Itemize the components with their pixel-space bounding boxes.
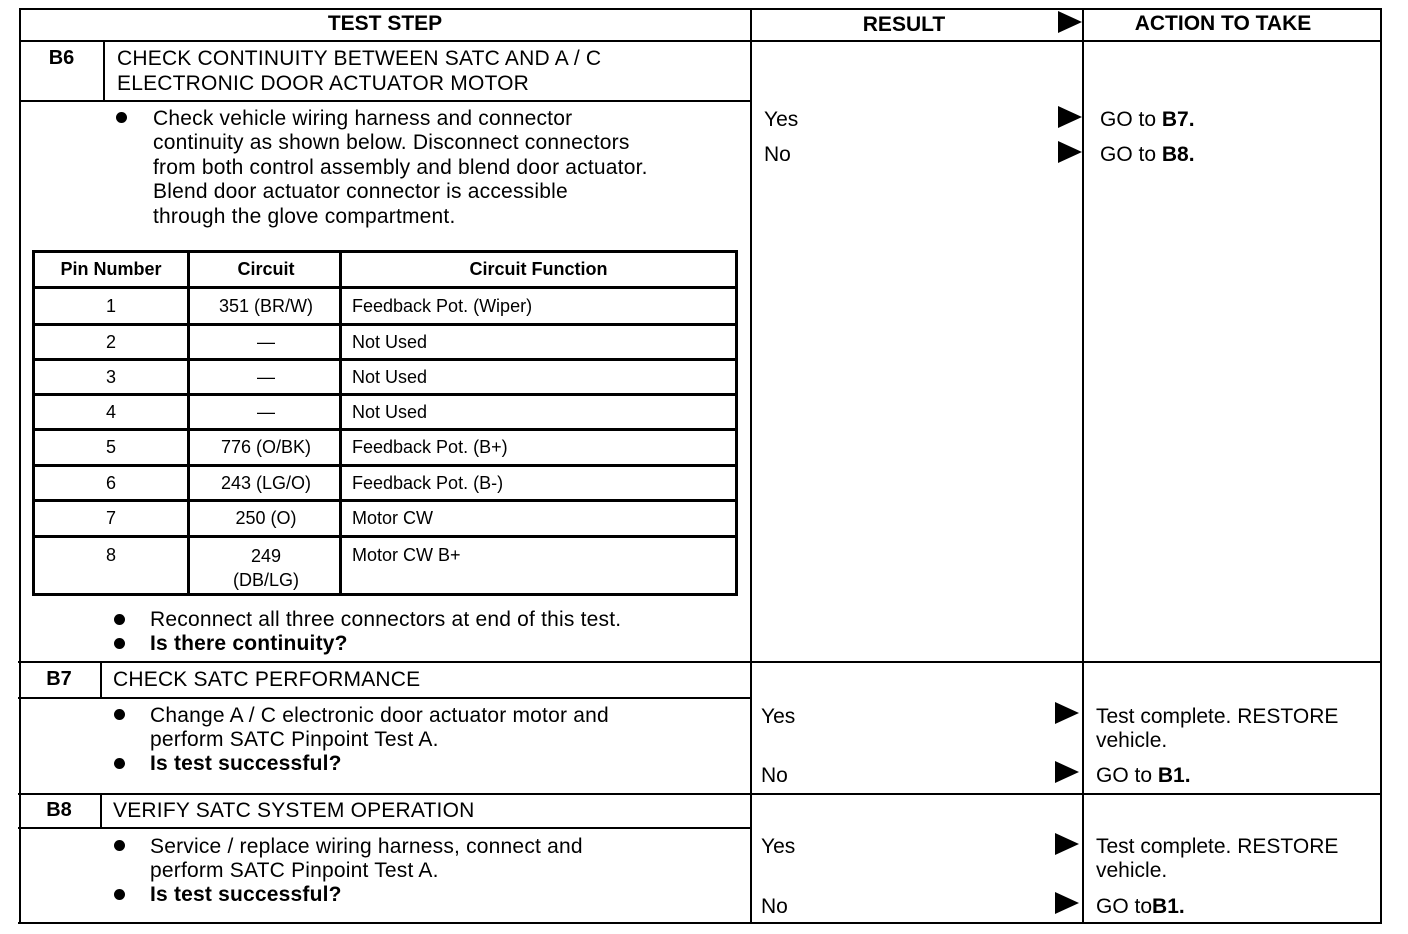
function-cell: Not Used xyxy=(339,326,735,358)
circuit-cell: 776 (O/BK) xyxy=(187,431,342,464)
b6-b7-divider xyxy=(18,661,1382,663)
function-cell: Motor CW B+ xyxy=(339,538,735,593)
table-row xyxy=(35,467,735,502)
b7-result-no: No xyxy=(761,764,788,787)
circuit-cell: 243 (LG/O) xyxy=(187,467,342,499)
pin-cell: 3 xyxy=(105,367,116,387)
header-action: ACTION TO TAKE xyxy=(1134,12,1312,35)
function-cell: Feedback Pot. (B-) xyxy=(339,467,735,499)
b8-instruction-line2: perform SATC Pinpoint Test A. xyxy=(150,859,439,882)
b6-bullet-icon xyxy=(116,112,127,123)
pin-cell: 8 xyxy=(105,545,116,565)
pin-cell: 2 xyxy=(105,332,116,352)
circuit-cell: 250 (O) xyxy=(187,502,342,535)
b7-yes-arrow-icon xyxy=(1055,702,1079,724)
b8-bullet-icon xyxy=(114,840,125,851)
function-cell: Not Used xyxy=(339,396,735,428)
b6-result-yes: Yes xyxy=(764,108,799,131)
pin-number-header: Pin Number xyxy=(60,259,162,279)
frame-left xyxy=(19,8,21,924)
b7-instruction-line2: perform SATC Pinpoint Test A. xyxy=(150,728,439,751)
pin-cell: 5 xyxy=(105,437,116,457)
b6-action-yes xyxy=(1100,108,1195,133)
table-row xyxy=(35,361,735,396)
function-cell: Feedback Pot. (Wiper) xyxy=(339,289,735,323)
b6-yes-arrow-icon xyxy=(1058,106,1082,128)
b6-reconnect-text: Reconnect all three connectors at end of this test. xyxy=(150,608,622,631)
b7-action-no-target: B1. xyxy=(1157,764,1191,787)
b6-action-no-target: B8. xyxy=(1161,143,1195,166)
b7-title-divider xyxy=(18,697,751,699)
b6-action-yes-target: B7. xyxy=(1161,108,1195,131)
b6-instruction-line1: Check vehicle wiring harness and connector xyxy=(153,107,573,130)
b6-title-line1: CHECK CONTINUITY BETWEEN SATC AND A / C xyxy=(117,47,602,70)
b7-question: Is test successful? xyxy=(150,752,342,775)
table-row xyxy=(35,502,735,538)
b7-action-yes-line2: vehicle. xyxy=(1096,729,1168,752)
pin-table-header-row xyxy=(35,253,735,289)
b8-bullet-icon xyxy=(114,889,125,900)
b7-id-divider xyxy=(100,661,102,698)
b8-action-yes-line2: vehicle. xyxy=(1096,859,1168,882)
b6-bullet-icon xyxy=(114,614,125,625)
function-cell: Motor CW xyxy=(339,502,735,535)
b6-instruction-line2: continuity as shown below. Disconnect connectors xyxy=(153,131,630,154)
b8-action-no-target: B1. xyxy=(1152,895,1185,918)
b8-title-divider xyxy=(18,827,751,829)
frame-bottom xyxy=(18,922,1382,924)
b6-step-id: B6 xyxy=(48,47,75,69)
b7-b8-divider xyxy=(18,793,1382,795)
frame-right xyxy=(1380,8,1382,924)
b8-id-divider xyxy=(100,793,102,828)
b7-action-yes-line1: Test complete. RESTORE xyxy=(1096,705,1339,728)
header-test-step: TEST STEP xyxy=(327,12,443,35)
header-arrow-icon xyxy=(1058,11,1082,33)
b8-yes-arrow-icon xyxy=(1055,833,1079,855)
b7-action-no-prefix: GO to xyxy=(1096,764,1158,787)
circuit-cell xyxy=(187,538,342,593)
b6-question: Is there continuity? xyxy=(150,632,348,655)
b7-action-no xyxy=(1096,764,1191,789)
b8-result-yes: Yes xyxy=(761,835,796,858)
table-row xyxy=(35,326,735,361)
pin-cell: 6 xyxy=(105,473,116,493)
pin-cell: 4 xyxy=(105,402,116,422)
b6-instruction-line4: Blend door actuator connector is accessible xyxy=(153,180,568,203)
circuit-cell: — xyxy=(187,326,342,358)
b6-id-divider xyxy=(103,40,105,101)
b8-instruction-line1: Service / replace wiring harness, connect and xyxy=(150,835,583,858)
header-divider xyxy=(20,40,1382,42)
table-row xyxy=(35,289,735,326)
frame-top xyxy=(20,8,1382,10)
circuit-cell-line2: (DB/LG) xyxy=(232,570,299,590)
pin-cell: 7 xyxy=(105,508,116,528)
b7-bullet-icon xyxy=(114,709,125,720)
b8-action-yes-line1: Test complete. RESTORE xyxy=(1096,835,1339,858)
b8-result-no: No xyxy=(761,895,788,918)
b8-step-id: B8 xyxy=(46,799,72,821)
b6-instruction-line3: from both control assembly and blend door actuator. xyxy=(153,156,648,179)
b6-action-no xyxy=(1100,143,1195,168)
table-row xyxy=(35,538,735,593)
table-row xyxy=(35,431,735,467)
circuit-cell: 351 (BR/W) xyxy=(187,289,342,323)
b8-title: VERIFY SATC SYSTEM OPERATION xyxy=(113,799,475,822)
function-cell: Not Used xyxy=(339,361,735,393)
b7-no-arrow-icon xyxy=(1055,761,1079,783)
circuit-cell: — xyxy=(187,361,342,393)
header-result: RESULT xyxy=(862,13,946,36)
function-cell: Feedback Pot. (B+) xyxy=(339,431,735,464)
b7-title: CHECK SATC PERFORMANCE xyxy=(113,668,421,691)
circuit-header: Circuit xyxy=(187,253,342,286)
circuit-function-header: Circuit Function xyxy=(339,253,735,286)
b8-no-arrow-icon xyxy=(1055,892,1079,914)
table-row xyxy=(35,396,735,431)
b8-action-no xyxy=(1096,895,1185,920)
b6-result-no: No xyxy=(764,143,791,166)
b8-question: Is test successful? xyxy=(150,883,342,906)
circuit-cell: — xyxy=(187,396,342,428)
b7-bullet-icon xyxy=(114,758,125,769)
action-column-divider xyxy=(1082,8,1084,924)
pin-cell: 1 xyxy=(105,296,116,316)
b6-bullet-icon xyxy=(114,638,125,649)
result-column-divider xyxy=(750,8,752,924)
b8-action-no-prefix: GO to xyxy=(1096,895,1153,918)
b6-action-yes-prefix: GO to xyxy=(1100,108,1162,131)
b6-title-line2: ELECTRONIC DOOR ACTUATOR MOTOR xyxy=(117,72,530,95)
b6-no-arrow-icon xyxy=(1058,141,1082,163)
b7-step-id: B7 xyxy=(46,668,72,690)
b6-action-no-prefix: GO to xyxy=(1100,143,1162,166)
b6-instruction-line5: through the glove compartment. xyxy=(153,205,456,228)
circuit-cell-line1: 249 xyxy=(250,546,282,566)
b7-instruction-line1: Change A / C electronic door actuator motor and xyxy=(150,704,609,727)
pin-table xyxy=(32,250,738,596)
b6-title-divider xyxy=(20,100,751,102)
b7-result-yes: Yes xyxy=(761,705,796,728)
